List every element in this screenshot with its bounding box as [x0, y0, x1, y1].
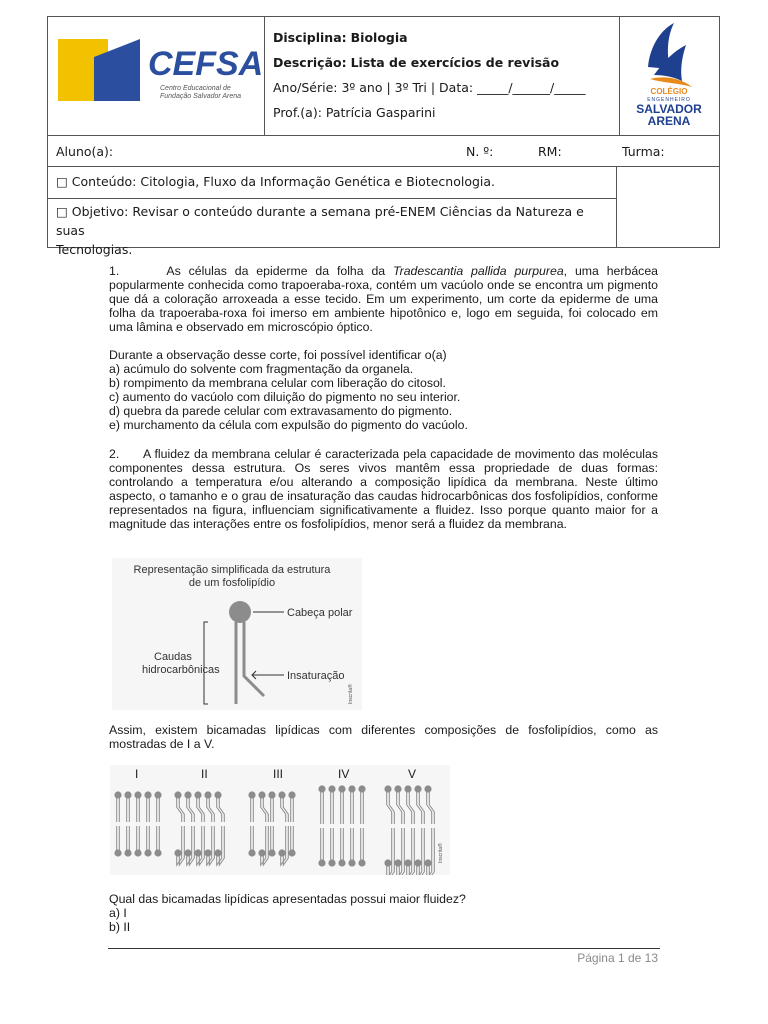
lipid-head [154, 791, 161, 798]
lipid-head [268, 791, 275, 798]
bilayer-label-2: II [201, 767, 208, 781]
question-2-final [109, 892, 658, 934]
lipid-head [258, 791, 265, 798]
svg-text:Caudas: Caudas [154, 651, 192, 663]
svg-text:Fundação Salvador Arena: Fundação Salvador Arena [160, 93, 242, 100]
question-2-text: 2. A fluidez da membrana celular é caracterizada pela capacidade de movimento das moléculas componentes dessa estrutura. Os seres vivos mantêm essa propriedade de duas formas: controlando a temperatura e/ou alterando a composição lipídica da membrana. Neste último aspecto, o tamanho e o grau de insaturação das caudas hidrocarbônicas dos fosfolipídios, conforme representados na figura, influenciam significativamente a fluidez. Isso porque quanto maior for a magnitude das interações entre os fosfolipídios, menor será a fluidez da membrana. [109, 447, 659, 531]
lipid-head [248, 791, 255, 798]
lipid-head [204, 849, 211, 856]
question-1-option-c: c) aumento do vacúolo com diluição do pigmento no seu interior. [109, 390, 461, 404]
teacher-line: Prof.(a): Patrícia Gasparini [273, 105, 436, 120]
lipid-head [248, 849, 255, 856]
phospholipid-figure [112, 558, 362, 710]
question-1-option-a: a) acúmulo do solvente com fragmentação da organela. [109, 362, 414, 376]
question-2-option-b: b) II [109, 920, 131, 934]
polar-head [229, 601, 251, 623]
lipid-head [318, 785, 325, 792]
salvador-arena-logo-cell [619, 16, 720, 136]
question-2-question: Qual das bicamadas lipídicas apresentadas possui maior fluidez? [109, 892, 466, 906]
lipid-head [338, 785, 345, 792]
lipid-head [154, 849, 161, 856]
question-1 [109, 264, 658, 432]
lipid-head [414, 785, 421, 792]
bilayers-drawing [110, 785, 450, 875]
question-1-text: 1. As células da epiderme da folha da Tradescantia pallida purpurea, uma herbácea popularmente conhecida como trapoeraba-roxa, contém um vacúolo onde se encontra um pigmento que dá a coloração arroxeada a esse tecido. Em um experimento, um corte da epiderme de uma folha da trapoeraba-roxa foi imerso em ambiente hipotônico e, logo em seguida, foi colocado em uma lâmina e observado em microscópio óptico. [109, 264, 659, 334]
lipid-head [124, 849, 131, 856]
lipid-head [318, 859, 325, 866]
rm-label: RM: [538, 144, 562, 159]
lipid-head [278, 791, 285, 798]
lipid-head [268, 849, 275, 856]
question-1-option-d: d) quebra da parede celular com extravasamento do pigmento. [109, 404, 453, 418]
lipid-head [404, 859, 411, 866]
svg-text:ENGENHEIRO: ENGENHEIRO [647, 97, 691, 103]
bilayer-label-3: III [273, 767, 284, 781]
bilayer-label-1: I [135, 767, 139, 781]
lipid-head [214, 849, 221, 856]
lipid-head [134, 849, 141, 856]
objective-row: □ Objetivo: Revisar o conteúdo durante a semana pré-ENEM Ciências da Natureza e suas Tecnologias. [47, 198, 617, 248]
lipid-head [144, 849, 151, 856]
svg-text:COLÉGIO: COLÉGIO [650, 87, 688, 96]
question-2-middle: Assim, existem bicamadas lipídicas com diferentes composições de fosfolipídios, como as mostradas de I a V. [109, 723, 658, 751]
lipid-head [424, 785, 431, 792]
lipid-head [204, 791, 211, 798]
lipid-head [414, 859, 421, 866]
lipid-head [358, 785, 365, 792]
lipid-head [394, 785, 401, 792]
bilayer-label-4: IV [338, 767, 350, 781]
lipid-head [358, 859, 365, 866]
svg-text:de um fosfolipídio: de um fosfolipídio [188, 577, 276, 589]
svg-text:Representação simplificada da: Representação simplificada da estrutura [133, 564, 331, 576]
lipid-head [328, 859, 335, 866]
student-label: Aluno(a): [56, 144, 114, 159]
lipid-head [174, 849, 181, 856]
cefsa-logo-cell [47, 16, 265, 136]
lipid-head [348, 785, 355, 792]
lipid-head [278, 849, 285, 856]
lipid-head [194, 849, 201, 856]
question-1-option-b: b) rompimento da membrana celular com liberação do citosol. [109, 376, 446, 390]
cefsa-logo-text: CEFSA [148, 45, 264, 83]
number-label: N. º: [466, 144, 494, 159]
question-1-option-e: e) murchamento da célula com expulsão do pigmento do vacúolo. [109, 418, 468, 432]
page-number: Página 1 de 13 [577, 951, 658, 965]
lipid-head [194, 791, 201, 798]
class-label: Turma: [622, 144, 665, 159]
question-2 [109, 447, 658, 531]
label-polar-head: Cabeça polar [287, 607, 353, 619]
description-line: Descrição: Lista de exercícios de revisão [273, 55, 560, 70]
logo-sail-orange [650, 77, 692, 87]
svg-text:Centro Educacional de: Centro Educacional de [160, 85, 231, 92]
lipid-head [328, 785, 335, 792]
question-2-option-a: a) I [109, 906, 127, 920]
year-line: Ano/Série: 3º ano | 3º Tri | Data: _____/______/_____ [273, 80, 586, 95]
side-blank-cell [616, 166, 720, 248]
student-row [47, 135, 720, 167]
lipid-head [404, 785, 411, 792]
lipid-head [258, 849, 265, 856]
header-info-cell [264, 16, 620, 136]
lipid-head [424, 859, 431, 866]
svg-text:Inscrita®: Inscrita® [348, 684, 354, 704]
lipid-head [348, 859, 355, 866]
lipid-head [214, 791, 221, 798]
label-unsaturation: Insaturação [287, 670, 345, 682]
cefsa-logo [48, 17, 264, 135]
lipid-head [184, 791, 191, 798]
lipid-head [144, 791, 151, 798]
lipid-head [184, 849, 191, 856]
svg-text:ARENA: ARENA [647, 114, 691, 128]
lipid-head [338, 859, 345, 866]
salvador-arena-logo [620, 17, 719, 135]
svg-text:hidrocarbônicas: hidrocarbônicas [142, 664, 220, 676]
footer-divider [108, 948, 660, 949]
bilayer-label-5: V [408, 767, 417, 781]
lipid-head [124, 791, 131, 798]
lipid-head [114, 849, 121, 856]
discipline-line: Disciplina: Biologia [273, 30, 408, 45]
question-1-prompt: Durante a observação desse corte, foi possível identificar o(a) [109, 348, 447, 362]
lipid-head [114, 791, 121, 798]
lipid-head [384, 785, 391, 792]
content-row: □ Conteúdo: Citologia, Fluxo da Informação Genética e Biotecnologia. [47, 166, 617, 199]
svg-text:SALVADOR: SALVADOR [636, 102, 702, 116]
lipid-head [134, 791, 141, 798]
header-table [47, 16, 720, 257]
lipid-head [288, 791, 295, 798]
lipid-head [174, 791, 181, 798]
bilayers-figure: I II III IV V Inscrita® [110, 765, 450, 875]
lipid-head [288, 849, 295, 856]
lipid-head [394, 859, 401, 866]
lipid-head [384, 859, 391, 866]
